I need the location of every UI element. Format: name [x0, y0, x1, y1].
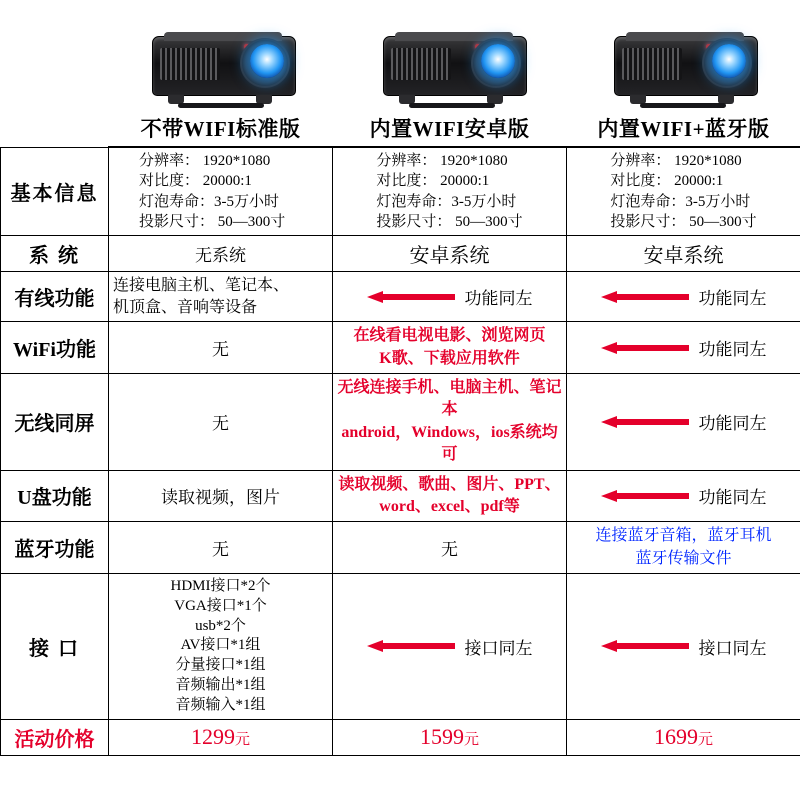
port-line: 分量接口*1组 [175, 657, 266, 674]
spec-line: 灯泡寿命：3-5万小时 [610, 193, 751, 210]
text-line: K歌、下载应用软件 [379, 349, 520, 367]
price-value: 1299 [190, 724, 235, 750]
table-header-row [1, 110, 800, 147]
text-line: 蓝牙传输文件 [635, 549, 732, 567]
spec-line: 分辨率： 1920*1080 [376, 153, 508, 169]
cell-system-1: 安卓系统 [333, 236, 567, 272]
text-line: 在线看电视电影、浏览网页 [353, 327, 546, 345]
cell-mirroring-2 [567, 373, 800, 470]
same-as-left-text: 功能同左 [698, 488, 767, 508]
left-arrow-icon [601, 640, 689, 652]
spec-line: 对比度： 20000:1 [610, 173, 724, 190]
same-as-left-text: 功能同左 [698, 414, 767, 434]
table-row-bluetooth [1, 522, 800, 574]
text-line: word、excel、pdf等 [379, 497, 520, 515]
cell-usb-1 [333, 470, 567, 522]
cell-wired-2 [567, 272, 800, 322]
cell-ports-1 [333, 574, 567, 720]
row-label-ports: 接 口 [1, 574, 109, 720]
product-title-1: 内置WIFI安卓版 [333, 110, 567, 147]
cell-basic-info-0 [109, 147, 333, 236]
table-row-ports [1, 574, 800, 720]
text-line: 读取视频、歌曲、图片、PPT、 [338, 475, 561, 493]
same-as-left-text: 功能同左 [698, 340, 767, 360]
table-row-price [1, 719, 800, 755]
left-arrow-icon [367, 291, 455, 303]
price-unit: 元 [697, 732, 713, 749]
port-line: usb*2个 [195, 617, 246, 634]
spec-line: 分辨率： 1920*1080 [610, 153, 742, 169]
text-line: 连接蓝牙音箱，蓝牙耳机 [595, 527, 772, 545]
price-unit: 元 [463, 732, 479, 749]
text-line: 连接电脑主机、笔记本、 [113, 277, 290, 294]
cell-mirroring-0: 无 [109, 373, 333, 470]
cell-wired-1 [333, 272, 567, 322]
spec-line: 灯泡寿命：3-5万小时 [139, 193, 279, 210]
projector-icon [610, 30, 760, 108]
port-line: AV接口*1组 [180, 637, 261, 654]
left-arrow-icon [601, 416, 689, 428]
cell-price-0 [109, 719, 333, 755]
cell-wifi-1 [333, 322, 567, 374]
product-title-2: 内置WIFI+蓝牙版 [567, 110, 800, 147]
product-image-cell [108, 0, 339, 110]
table-row-system [1, 236, 800, 272]
table-row-usb [1, 470, 800, 522]
table-row-wired [1, 272, 800, 322]
price-unit: 元 [234, 732, 250, 749]
spec-line: 分辨率： 1920*1080 [139, 153, 271, 169]
cell-system-0: 无系统 [109, 236, 333, 272]
product-image-cell [339, 0, 570, 110]
same-as-left-text: 功能同左 [698, 289, 767, 309]
product-image-cell [569, 0, 800, 110]
text-line: 无线连接手机、电脑主机、笔记本 [337, 378, 562, 419]
left-arrow-icon [601, 291, 689, 303]
cell-price-2 [567, 719, 800, 755]
text-line: 机顶盒、音响等设备 [113, 298, 258, 316]
cell-wired-0 [109, 272, 333, 322]
row-label-basic-info: 基本信息 [1, 147, 109, 236]
cell-usb-2 [567, 470, 800, 522]
same-as-left-text: 接口同左 [698, 638, 767, 658]
row-label-system: 系 统 [1, 236, 109, 272]
row-label-screen-mirroring: 无线同屏 [1, 373, 109, 470]
cell-basic-info-1 [333, 147, 567, 236]
cell-mirroring-1 [333, 373, 567, 470]
same-as-left-text: 接口同左 [464, 638, 533, 658]
product-title-0: 不带WIFI标准版 [109, 110, 333, 147]
left-arrow-icon [601, 490, 689, 502]
left-arrow-icon [601, 342, 689, 354]
table-row-wifi [1, 322, 800, 374]
table-row-basic-info [1, 147, 800, 236]
spec-line: 投影尺寸： 50—300寸 [610, 213, 757, 230]
projector-icon [148, 30, 298, 108]
row-label-usb: U盘功能 [1, 470, 109, 522]
cell-usb-0: 读取视频，图片 [109, 470, 333, 522]
left-arrow-icon [367, 640, 455, 652]
cell-basic-info-2 [567, 147, 800, 236]
port-line: HDMI接口*2个 [170, 578, 271, 595]
text-line: android，Windows，ios系统均可 [341, 423, 558, 464]
port-line: 音频输入*1组 [175, 696, 266, 713]
row-label-wired: 有线功能 [1, 272, 109, 322]
cell-ports-0 [109, 574, 333, 720]
spec-line: 对比度： 20000:1 [376, 173, 490, 190]
cell-wifi-2 [567, 322, 800, 374]
cell-wifi-0: 无 [109, 322, 333, 374]
cell-bluetooth-1: 无 [333, 522, 567, 574]
table-row-screen-mirroring [1, 373, 800, 470]
price-value: 1599 [419, 724, 464, 750]
same-as-left-text: 功能同左 [464, 289, 533, 309]
cell-bluetooth-0: 无 [109, 522, 333, 574]
spec-line: 对比度： 20000:1 [139, 173, 252, 190]
projector-icon [379, 30, 529, 108]
cell-bluetooth-2 [567, 522, 800, 574]
cell-system-2: 安卓系统 [567, 236, 800, 272]
header-corner-cell [1, 110, 109, 147]
spec-line: 灯泡寿命：3-5万小时 [376, 193, 517, 210]
spec-line: 投影尺寸： 50—300寸 [376, 213, 523, 230]
port-line: VGA接口*1个 [174, 597, 267, 614]
row-label-bluetooth: 蓝牙功能 [1, 522, 109, 574]
row-label-wifi: WiFi功能 [1, 322, 109, 374]
cell-price-1 [333, 719, 567, 755]
port-line: 音频输出*1组 [175, 677, 266, 694]
cell-ports-2 [567, 574, 800, 720]
spec-line: 投影尺寸： 50—300寸 [139, 213, 286, 230]
price-value: 1699 [653, 724, 698, 750]
row-label-price: 活动价格 [1, 719, 109, 755]
product-image-row [0, 0, 800, 110]
spec-table [0, 110, 800, 756]
